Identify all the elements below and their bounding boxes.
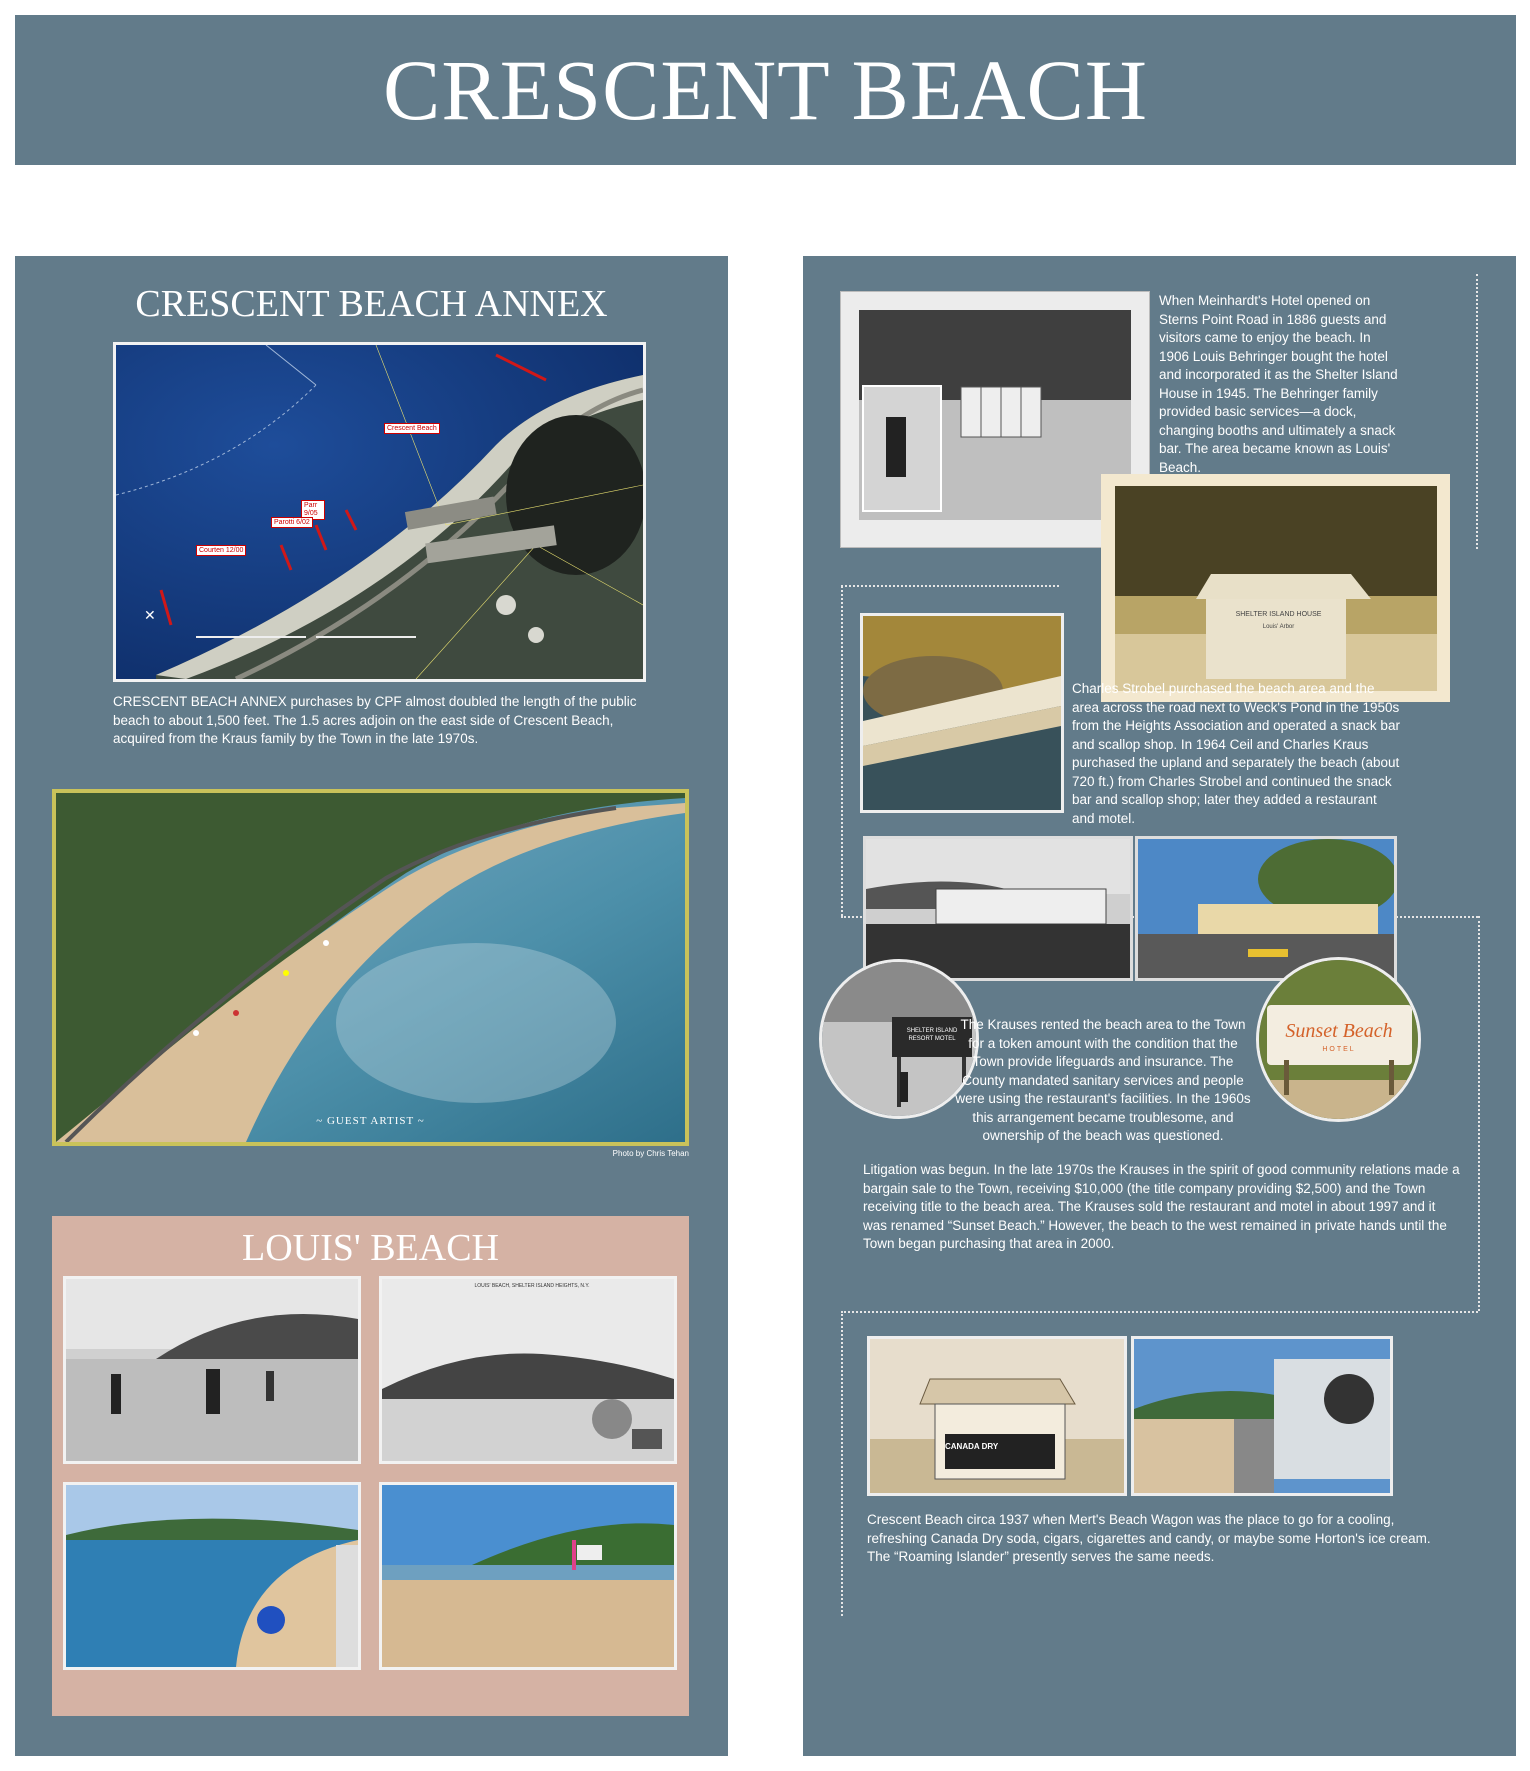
sign-louis-arbor: Louis' Arbor — [1262, 624, 1295, 630]
sunset-hotel-sign: HOTEL — [1322, 1046, 1356, 1053]
page-title: CRESCENT BEACH — [382, 42, 1149, 138]
louis-photo-2-image — [382, 1279, 674, 1461]
aerial-photo — [56, 793, 685, 1142]
text-krauses-rented: The Krauses rented the beach area to the Town for a token amount with the condition that the Town provide lifeguards and insurance. The County mandated sanitary services and people were using the restaurant's facilities. In the 1960s this arrangement became troublesome, and ownership of the beach was questioned. — [955, 1017, 1251, 1143]
louis-photo-4-image — [382, 1485, 674, 1667]
shelter-island-house-photo — [1101, 474, 1450, 702]
annex-map — [113, 342, 646, 682]
dotted-line — [1478, 916, 1480, 1311]
restaurant-new-image — [1138, 839, 1394, 978]
postcard-caption: LOUIS' BEACH, SHELTER ISLAND HEIGHTS, N.Y. — [474, 1283, 590, 1289]
map-label-courten: Courten 12/00 — [196, 545, 246, 556]
restaurant-old-image — [866, 839, 1130, 978]
sign-shelter-island-house: SHELTER ISLAND HOUSE — [1235, 611, 1322, 618]
map-label-parr: Parr 9/05 — [301, 500, 325, 520]
louis-photo-4 — [379, 1482, 677, 1670]
louis-photo-3-image — [66, 1485, 358, 1667]
text-litigation: Litigation was begun. In the late 1970s the Krauses in the spirit of good community relations made a bargain sale to the Town, receiving $10,000 (the title company providing $2,500) and the Town receiving title to the beach area. The Krauses sold the restaurant and motel in about 1997 and it was renamed “Sunset Beach.” However, the beach to the west remained in private hands until the Town began purchasing that area in 2000. — [863, 1162, 1460, 1251]
canada-dry-sign: CANADA DRY — [945, 1442, 999, 1451]
dotted-line — [841, 585, 1059, 587]
resort-motel-sign: SHELTER ISLAND RESORT MOTEL — [906, 1028, 958, 1042]
louis-beach-block — [52, 1216, 689, 1716]
pond-aerial-photo — [860, 613, 1064, 813]
louis-photo-3 — [63, 1482, 361, 1670]
aerial-overlay-text: ~ GUEST ARTIST ~ — [316, 1115, 425, 1127]
left-panel — [15, 256, 728, 1756]
dotted-line — [841, 1311, 1478, 1313]
map-label-parrotti: Parotti 6/02 — [271, 517, 313, 528]
map-label-crescent: Crescent Beach — [384, 423, 440, 434]
roaming-islander-image — [1134, 1339, 1390, 1493]
louis-photo-1-image — [66, 1279, 358, 1461]
dotted-line — [841, 1311, 843, 1616]
sunset-beach-sign: Sunset Beach — [1285, 1020, 1393, 1042]
map-image — [116, 345, 643, 679]
sunset-beach-circle-photo — [1256, 957, 1421, 1122]
louis-photo-1 — [63, 1276, 361, 1464]
annex-title: CRESCENT BEACH ANNEX — [135, 283, 608, 325]
beach-wagon-image — [870, 1339, 1124, 1493]
right-panel — [803, 256, 1516, 1756]
text-beach-wagon: Crescent Beach circa 1937 when Mert's Beach Wagon was the place to go for a cooling, refreshing Canada Dry soda, cigars, cigarettes and candy, or maybe some Horton's ice cream. The “Roaming Islander” presently serves the same needs. — [867, 1512, 1431, 1564]
title-banner — [15, 15, 1516, 165]
annex-caption: CRESCENT BEACH ANNEX purchases by CPF almost doubled the length of the public beach to about 1,500 feet. The 1.5 acres adjoin on the east side of Crescent Beach, acquired from the Kraus family by the Town in the late 1970s. — [113, 694, 637, 746]
text-strobel: Charles Strobel purchased the beach area and the area across the road next to Weck's Pond in the 1950s from the Heights Association and operated a snack bar and scallop shop. In 1964 Ceil and Charles Kraus purchased the upland and separately the beach (about 720 ft.) from Charles Strobel and continued the snack bar and scallop shop; later they added a restaurant and motel. — [1072, 681, 1400, 826]
pond-aerial-image — [863, 616, 1061, 810]
text-meinhardt: When Meinhardt's Hotel opened on Sterns Point Road in 1886 guests and visitors came to enjoy the beach. In 1906 Louis Behringer bought the hotel and incorporated it as the Shelter Island House in 1945. The Behringer family provided basic services—a dock, changing booths and ultimately a snack bar. The area became known as Louis' Beach. — [1159, 293, 1398, 475]
aerial-credit: Photo by Chris Tehan — [612, 1149, 689, 1158]
dotted-line — [1476, 274, 1478, 549]
roaming-islander-photo — [1131, 1336, 1393, 1496]
svg-text:✕: ✕ — [144, 607, 156, 623]
louis-photo-2 — [379, 1276, 677, 1464]
louis-title: LOUIS' BEACH — [241, 1227, 500, 1269]
beach-wagon-photo — [867, 1336, 1127, 1496]
aerial-photo-frame — [52, 789, 689, 1146]
dotted-line — [841, 586, 843, 916]
shelter-island-house-image — [1101, 474, 1450, 702]
